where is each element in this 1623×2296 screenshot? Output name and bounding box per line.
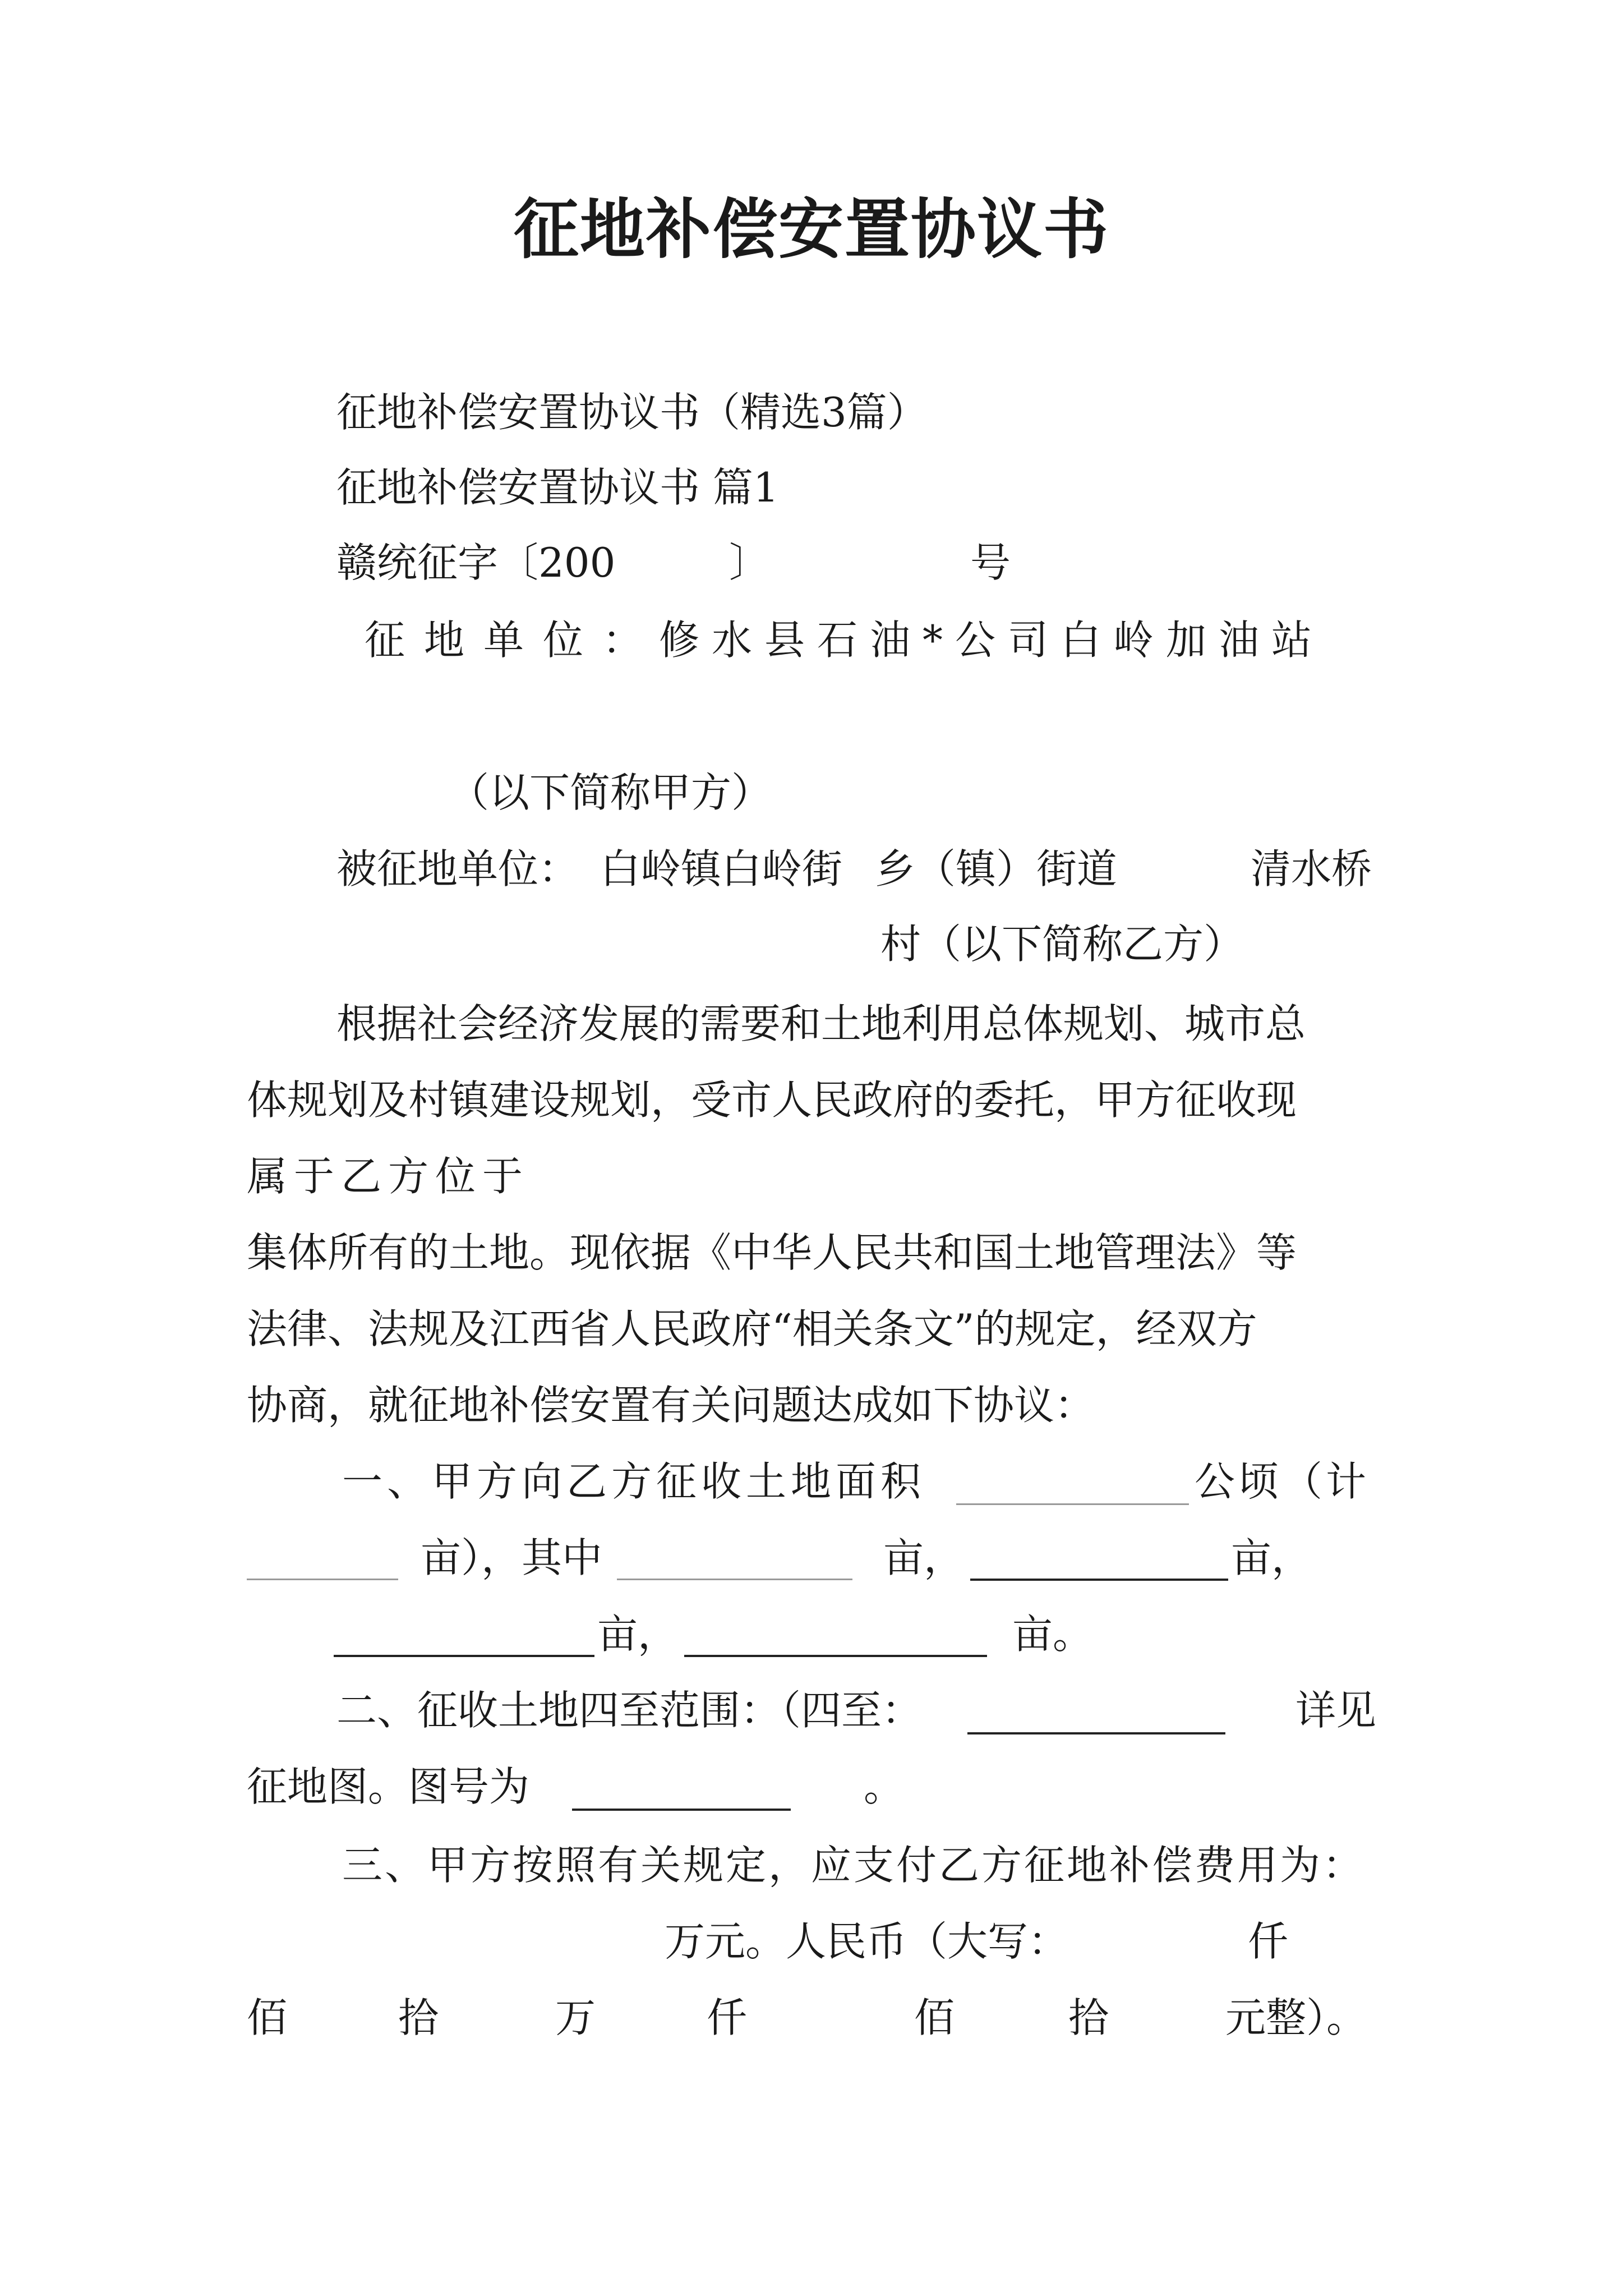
clause1-d: 亩， bbox=[597, 1611, 679, 1658]
party-b-part1: 白岭镇白岭街 bbox=[600, 845, 843, 892]
amount-unit-3: 万 bbox=[555, 1994, 596, 2041]
part-heading: 征地补偿安置协议书 篇1 bbox=[336, 464, 779, 511]
map-no-blank bbox=[572, 1809, 791, 1811]
doc-no-suffix: 号 bbox=[970, 539, 1011, 586]
party-b-part2: 乡（镇）街道 bbox=[875, 845, 1118, 892]
clause2-end: 。 bbox=[864, 1763, 905, 1810]
clause1-e: 亩。 bbox=[1012, 1611, 1094, 1658]
clause1-b: 亩， bbox=[883, 1534, 965, 1581]
preamble-line3: 属于乙方位于 bbox=[247, 1153, 530, 1200]
clause3-lead: 三、甲方按照有关规定，应支付乙方征地补偿费用为： bbox=[342, 1842, 1366, 1889]
amount-unit-6: 拾 bbox=[1068, 1994, 1109, 2041]
clause1-lead: 一、甲方向乙方征收土地面积 bbox=[342, 1458, 926, 1505]
preamble-line6: 协商，就征地补偿安置有关问题达成如下协议： bbox=[247, 1382, 1095, 1429]
amount-unit-1: 佰 bbox=[247, 1994, 288, 2041]
party-b-line2: 村（以下简称乙方） bbox=[880, 921, 1244, 968]
area-c-blank bbox=[334, 1655, 594, 1657]
amount-unit-2: 拾 bbox=[398, 1994, 439, 2041]
area-a-blank bbox=[617, 1579, 852, 1580]
clause3-line2b: 仟 bbox=[1248, 1918, 1289, 1965]
amount-unit-7: 元整）。 bbox=[1225, 1994, 1367, 2041]
area-b-blank bbox=[970, 1579, 1228, 1581]
doc-no-bracket: 〕 bbox=[729, 539, 770, 586]
clause2-line2: 征地图。图号为 bbox=[247, 1763, 530, 1810]
preamble-line2: 体规划及村镇建设规划，受市人民政府的委托，甲方征收现 bbox=[247, 1076, 1297, 1124]
area-d-blank bbox=[684, 1655, 987, 1657]
clause3-line2a: 万元。人民币（大写： bbox=[665, 1918, 1069, 1965]
party-b-label: 被征地单位： bbox=[336, 845, 579, 892]
clause1-a: 亩），其中 bbox=[421, 1534, 603, 1581]
amount-unit-5: 佰 bbox=[914, 1994, 955, 2041]
party-a-label: 征地单位： bbox=[365, 616, 662, 664]
subtitle: 征地补偿安置协议书（精选3篇） bbox=[336, 389, 928, 436]
party-a-note: （以下简称甲方） bbox=[449, 769, 772, 816]
boundary-blank bbox=[967, 1732, 1225, 1734]
amount-unit-4: 仟 bbox=[707, 1994, 748, 2041]
clause1-c: 亩， bbox=[1231, 1534, 1312, 1581]
clause2-lead: 二、征收土地四至范围：（四至： bbox=[336, 1687, 923, 1734]
preamble-line1: 根据社会经济发展的需要和土地利用总体规划、城市总 bbox=[336, 1000, 1306, 1047]
party-b-part3: 清水桥 bbox=[1251, 845, 1372, 892]
document-title: 征地补偿安置协议书 bbox=[514, 191, 1109, 268]
preamble-line4: 集体所有的土地。现依据《中华人民共和国土地管理法》等 bbox=[247, 1229, 1297, 1276]
clause2-tail: 详见 bbox=[1295, 1687, 1377, 1734]
party-a-name: 修水县石油*公司白岭加油站 bbox=[659, 616, 1325, 664]
clause1-unit1: 公顷（计 bbox=[1195, 1458, 1370, 1505]
doc-no-prefix: 赣统征字〔200 bbox=[336, 539, 616, 586]
preamble-line5: 法律、法规及江西省人民政府“相关条文”的规定，经双方 bbox=[247, 1305, 1257, 1352]
area-hectare-blank bbox=[956, 1503, 1189, 1505]
area-mu-total-blank bbox=[247, 1579, 398, 1580]
